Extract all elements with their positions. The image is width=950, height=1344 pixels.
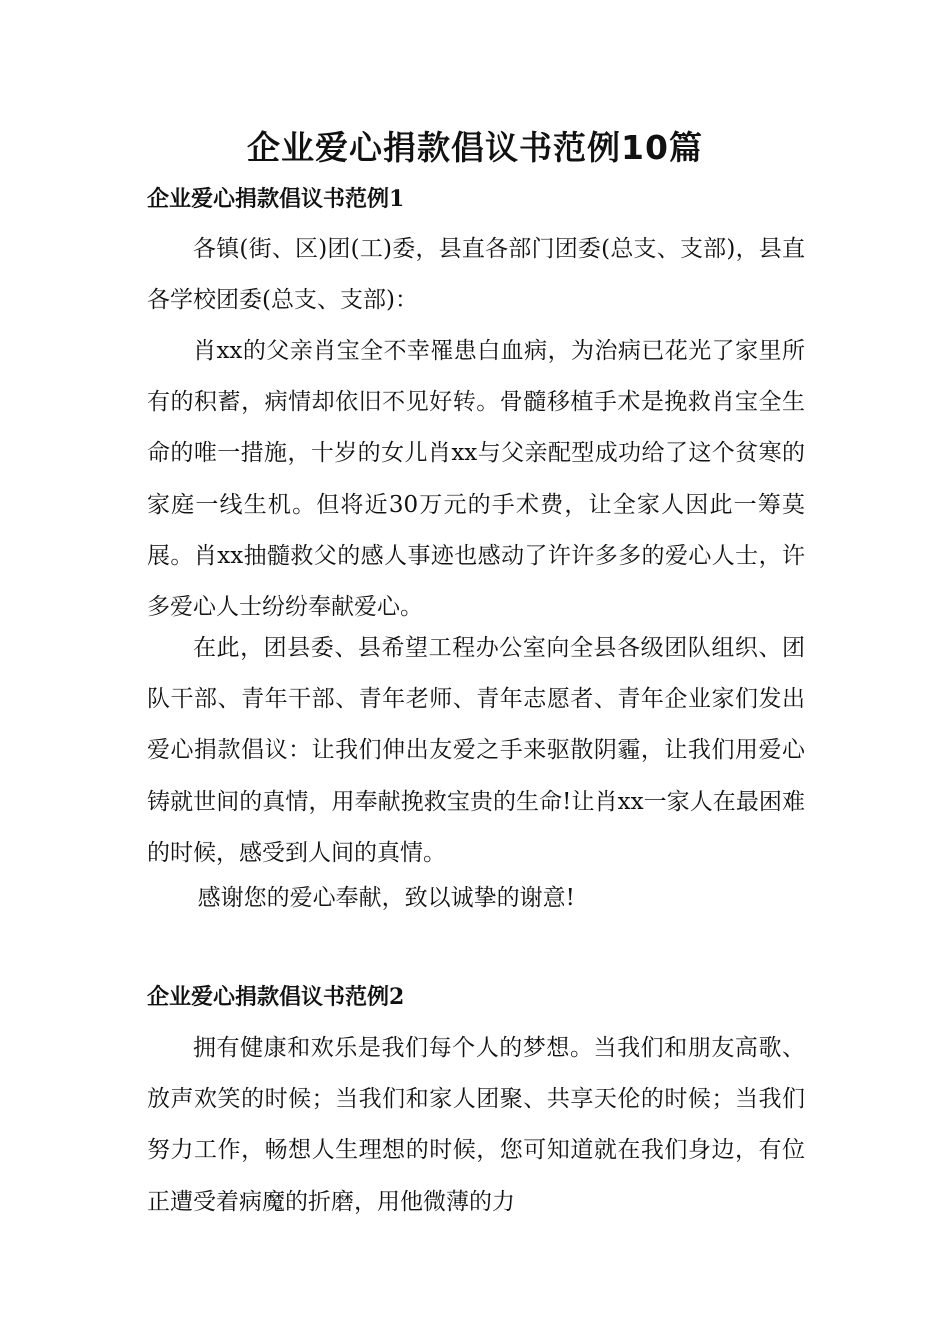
paragraph-appeal: 在此，团县委、县希望工程办公室向全县各级团队组织、团队干部、青年干部、青年老师、青年志愿者、青年企业家们发出爱心捐款倡议：让我们伸出友爱之手来驱散阴霾，让我们用爱心铸就世间的真情，用奉献挽救宝贵的生命!让肖xx一家人在最困难的时候，感受到人间的真情。 [147, 635, 805, 866]
paragraph-health: 拥有健康和欢乐是我们每个人的梦想。当我们和朋友高歌、放声欢笑的时候；当我们和家人团聚、共享天伦的时候；当我们努力工作，畅想人生理想的时候，您可知道就在我们身边，有位正遭受着病魔的折磨，用他微薄的力 [147, 1035, 805, 1215]
section-heading-2: 企业爱心捐款倡议书范例2 [147, 984, 405, 1010]
paragraph-salutation: 各镇(街、区)团(工)委，县直各部门团委(总支、支部)，县直各学校团委(总支、支部)： [147, 236, 805, 314]
document-title: 企业爱心捐款倡议书范例10篇 [247, 128, 703, 167]
paragraph-story: 肖xx的父亲肖宝全不幸罹患白血病，为治病已花光了家里所有的积蓄，病情却依旧不见好转。骨髓移植手术是挽救肖宝全生命的唯一措施，十岁的女儿肖xx与父亲配型成功给了这个贫寒的家庭一线生机。但将近30万元的手术费，让全家人因此一筹莫展。肖xx抽髓救父的感人事迹也感动了许许多多的爱心人士，许多爱心人士纷纷奉献爱心。 [147, 338, 805, 621]
paragraph-thanks: 感谢您的爱心奉献，致以诚挚的谢意! [197, 885, 575, 911]
section-heading-1: 企业爱心捐款倡议书范例1 [147, 186, 405, 212]
